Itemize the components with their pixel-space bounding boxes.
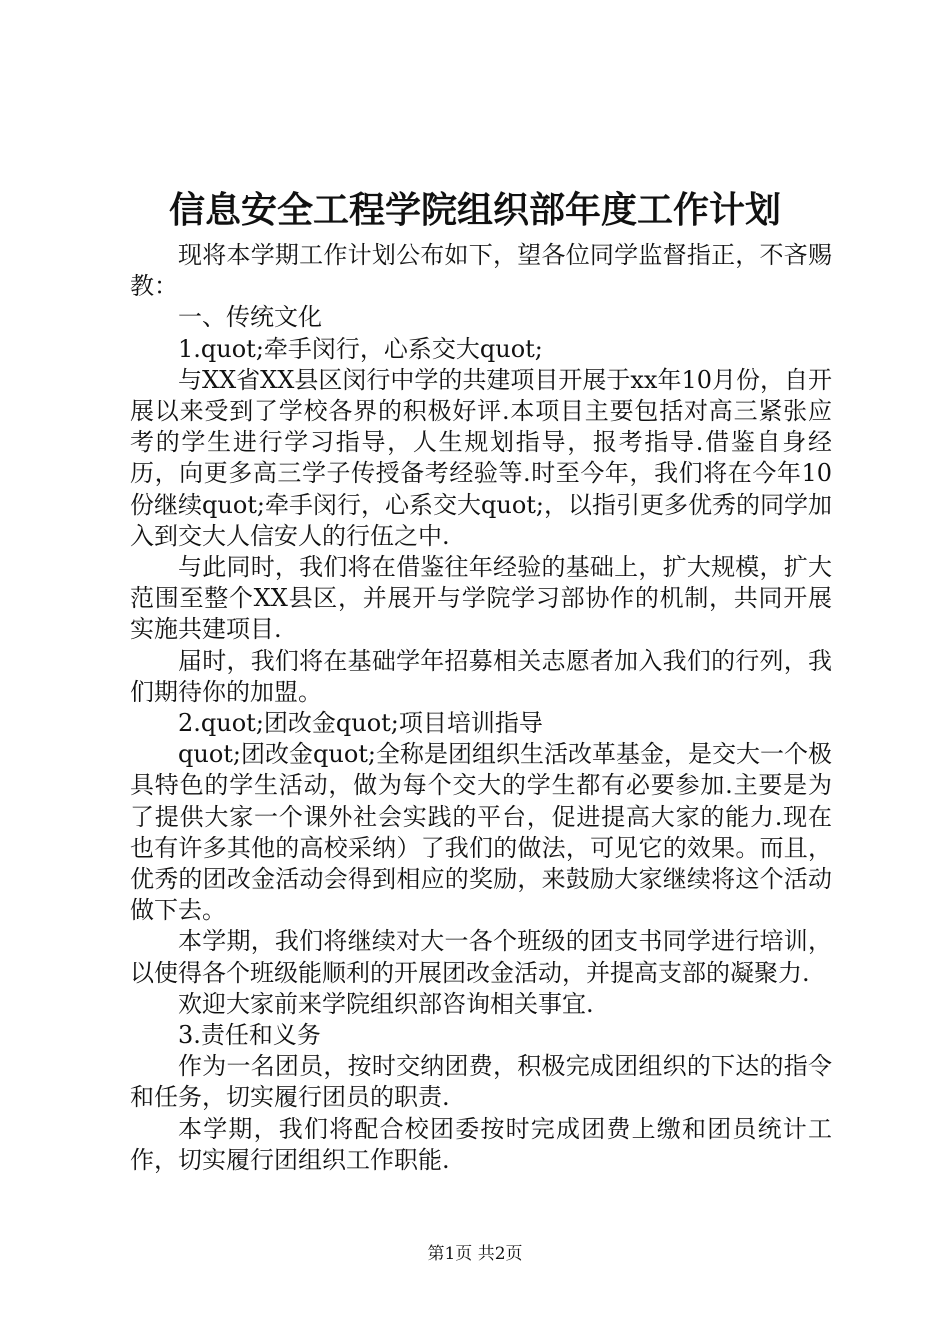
paragraph: 作为一名团员，按时交纳团费，积极完成团组织的下达的指令和任务，切实履行团员的职责. (130, 1052, 832, 1112)
page-footer: 第1页 共2页 (427, 1244, 523, 1264)
paragraph: quot;团改金quot;全称是团组织生活改革基金，是交大一个极具特色的学生活动，做为每个交大的学生都有必要参加.主要是为了提供大家一个课外社会实践的平台，促进提高大家的能力.现在也有许多其他的高校采纳）了我们的做法，可见它的效果。而且，优秀的团改金活动会得到相应的奖励，来鼓励大家继续将这个活动做下去。 (130, 740, 832, 925)
paragraph: 届时，我们将在基础学年招募相关志愿者加入我们的行列，我们期待你的加盟。 (130, 646, 832, 706)
section-heading-traditional-culture: 一、传统文化 (178, 303, 322, 332)
paragraph-intro: 现将本学期工作计划公布如下，望各位同学监督指正，不吝赐教： (130, 241, 832, 301)
subsection-heading-1: 1.quot;牵手闵行，心系交大quot; (178, 334, 543, 363)
paragraph: 与此同时，我们将在借鉴往年经验的基础上，扩大规模，扩大范围至整个XX县区，并展开与学院学习部协作的机制，共同开展实施共建项目. (130, 553, 832, 644)
paragraph: 本学期，我们将继续对大一各个班级的团支书同学进行培训，以使得各个班级能顺利的开展团改金活动，并提高支部的凝聚力. (130, 927, 832, 987)
paragraph: 本学期，我们将配合校团委按时完成团费上缴和团员统计工作，切实履行团组织工作职能. (130, 1114, 832, 1174)
document-body (130, 240, 832, 1176)
subsection-heading-3: 3.责任和义务 (178, 1021, 321, 1050)
paragraph: 与XX省XX县区闵行中学的共建项目开展于xx年10月份，自开展以来受到了学校各界的积极好评.本项目主要包括对高三紧张应考的学生进行学习指导，人生规划指导，报考指导.借鉴自身经历，向更多高三学子传授备考经验等.时至今年，我们将在今年10份继续quot;牵手闵行，心系交大quot;，以指引更多优秀的同学加入到交大人信安人的行伍之中. (130, 365, 832, 550)
subsection-heading-2: 2.quot;团改金quot;项目培训指导 (178, 709, 543, 738)
paragraph: 欢迎大家前来学院组织部咨询相关事宜. (178, 989, 594, 1018)
document-title: 信息安全工程学院组织部年度工作计划 (168, 189, 781, 231)
